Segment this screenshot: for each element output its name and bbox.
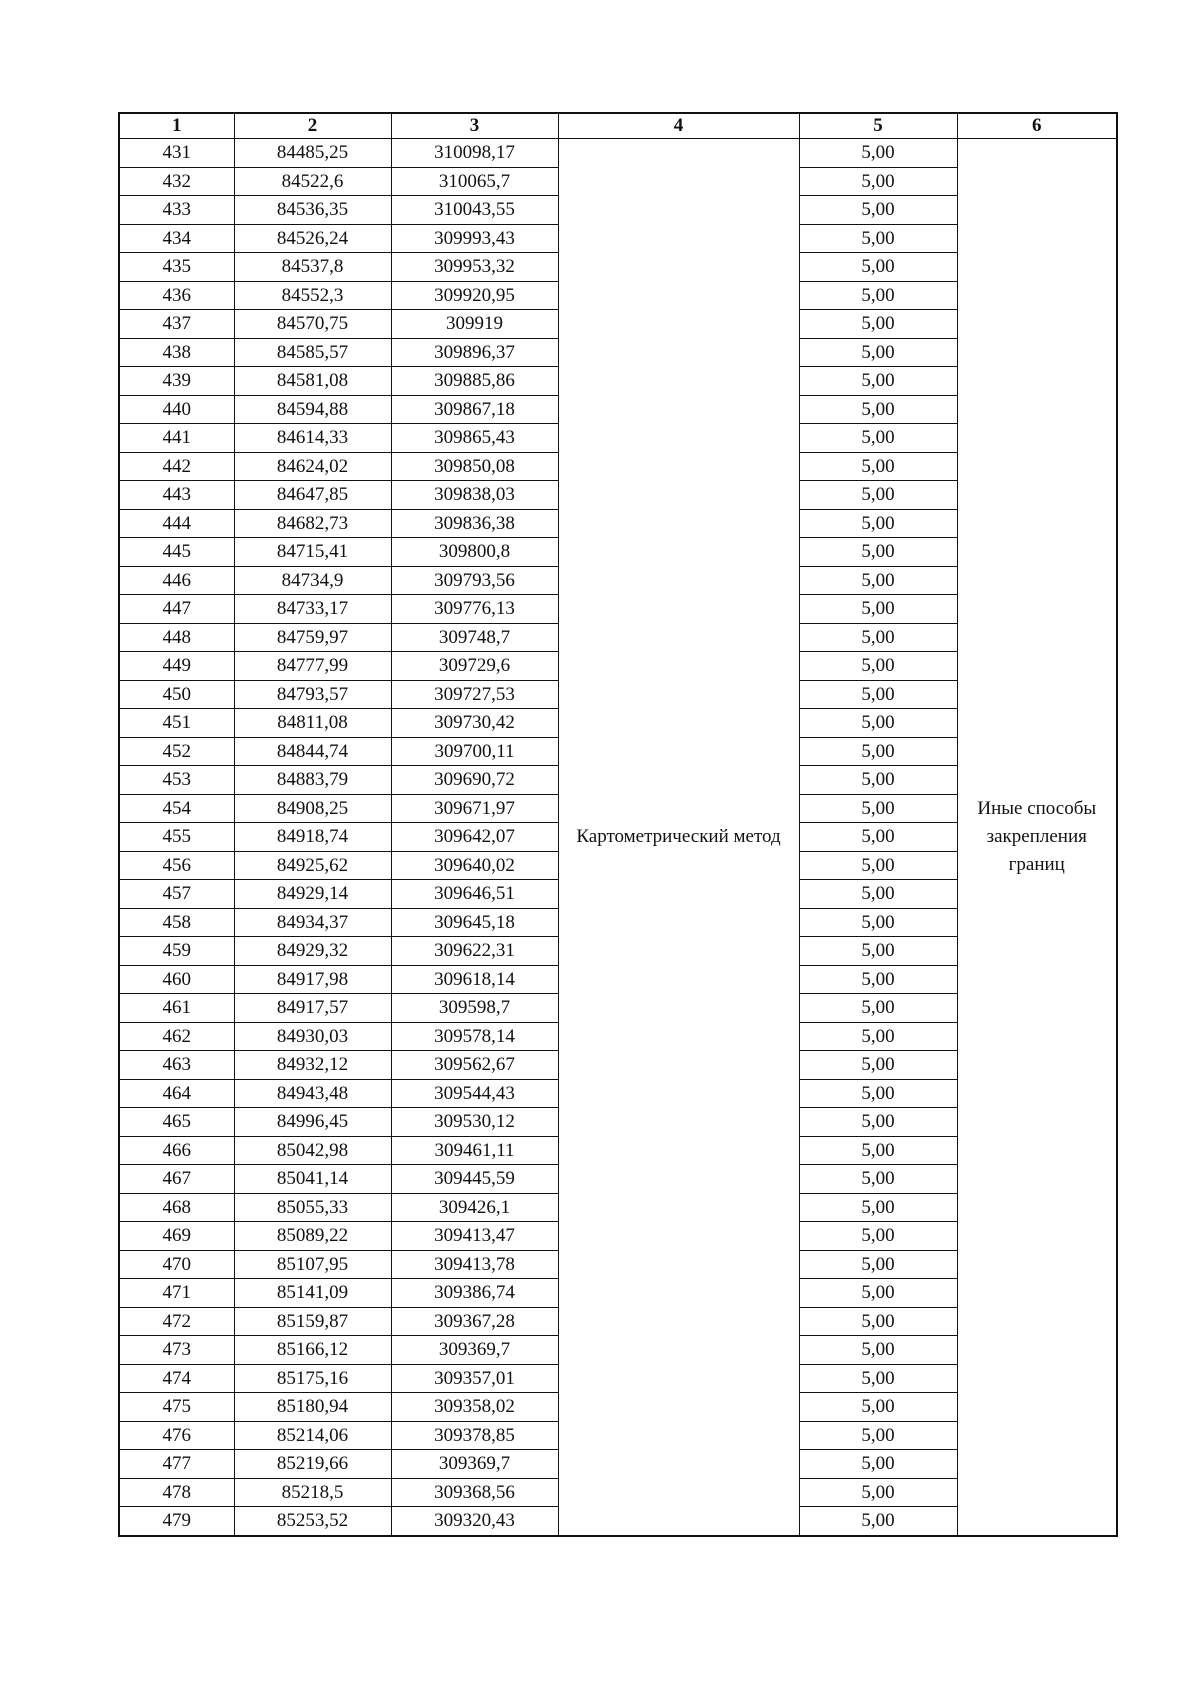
point-number-cell: 468 — [119, 1193, 234, 1222]
y-coordinate-cell: 309640,02 — [391, 851, 558, 880]
point-number-cell: 438 — [119, 338, 234, 367]
y-coordinate-cell: 309598,7 — [391, 994, 558, 1023]
point-number-cell: 463 — [119, 1051, 234, 1080]
point-number-cell: 473 — [119, 1336, 234, 1365]
accuracy-cell: 5,00 — [799, 766, 957, 795]
y-coordinate-cell: 309562,67 — [391, 1051, 558, 1080]
y-coordinate-cell: 309357,01 — [391, 1364, 558, 1393]
table-row — [119, 139, 1117, 168]
point-number-cell: 448 — [119, 623, 234, 652]
y-coordinate-cell: 309896,37 — [391, 338, 558, 367]
x-coordinate-cell: 84715,41 — [234, 538, 391, 567]
point-number-cell: 442 — [119, 452, 234, 481]
accuracy-cell: 5,00 — [799, 1022, 957, 1051]
x-coordinate-cell: 84925,62 — [234, 851, 391, 880]
x-coordinate-cell: 84647,85 — [234, 481, 391, 510]
accuracy-cell: 5,00 — [799, 452, 957, 481]
point-number-cell: 462 — [119, 1022, 234, 1051]
y-coordinate-cell: 309544,43 — [391, 1079, 558, 1108]
accuracy-cell: 5,00 — [799, 1364, 957, 1393]
y-coordinate-cell: 309793,56 — [391, 566, 558, 595]
x-coordinate-cell: 84526,24 — [234, 224, 391, 253]
accuracy-cell: 5,00 — [799, 994, 957, 1023]
point-number-cell: 447 — [119, 595, 234, 624]
accuracy-cell: 5,00 — [799, 851, 957, 880]
y-coordinate-cell: 309622,31 — [391, 937, 558, 966]
x-coordinate-cell: 84943,48 — [234, 1079, 391, 1108]
column-header-6: 6 — [957, 113, 1117, 139]
point-number-cell: 479 — [119, 1507, 234, 1536]
point-number-cell: 470 — [119, 1250, 234, 1279]
x-coordinate-cell: 85055,33 — [234, 1193, 391, 1222]
accuracy-cell: 5,00 — [799, 566, 957, 595]
accuracy-cell: 5,00 — [799, 737, 957, 766]
point-number-cell: 469 — [119, 1222, 234, 1251]
header-row — [119, 113, 1117, 139]
x-coordinate-cell: 84594,88 — [234, 395, 391, 424]
y-coordinate-cell: 309867,18 — [391, 395, 558, 424]
point-number-cell: 454 — [119, 794, 234, 823]
point-number-cell: 471 — [119, 1279, 234, 1308]
y-coordinate-cell: 309727,53 — [391, 680, 558, 709]
accuracy-cell: 5,00 — [799, 1507, 957, 1536]
accuracy-cell: 5,00 — [799, 1250, 957, 1279]
y-coordinate-cell: 309426,1 — [391, 1193, 558, 1222]
accuracy-cell: 5,00 — [799, 395, 957, 424]
x-coordinate-cell: 85180,94 — [234, 1393, 391, 1422]
point-number-cell: 439 — [119, 367, 234, 396]
accuracy-cell: 5,00 — [799, 1307, 957, 1336]
accuracy-cell: 5,00 — [799, 338, 957, 367]
accuracy-cell: 5,00 — [799, 794, 957, 823]
x-coordinate-cell: 84929,14 — [234, 880, 391, 909]
y-coordinate-cell: 309953,32 — [391, 253, 558, 282]
x-coordinate-cell: 85218,5 — [234, 1478, 391, 1507]
y-coordinate-cell: 309367,28 — [391, 1307, 558, 1336]
point-number-cell: 440 — [119, 395, 234, 424]
accuracy-cell: 5,00 — [799, 823, 957, 852]
x-coordinate-cell: 84934,37 — [234, 908, 391, 937]
column-header-5: 5 — [799, 113, 957, 139]
point-number-cell: 443 — [119, 481, 234, 510]
x-coordinate-cell: 84733,17 — [234, 595, 391, 624]
accuracy-cell: 5,00 — [799, 1165, 957, 1194]
accuracy-cell: 5,00 — [799, 595, 957, 624]
accuracy-cell: 5,00 — [799, 481, 957, 510]
y-coordinate-cell: 309413,78 — [391, 1250, 558, 1279]
y-coordinate-cell: 309838,03 — [391, 481, 558, 510]
point-number-cell: 475 — [119, 1393, 234, 1422]
accuracy-cell: 5,00 — [799, 937, 957, 966]
x-coordinate-cell: 84929,32 — [234, 937, 391, 966]
point-number-cell: 434 — [119, 224, 234, 253]
y-coordinate-cell: 309885,86 — [391, 367, 558, 396]
point-number-cell: 444 — [119, 509, 234, 538]
point-number-cell: 456 — [119, 851, 234, 880]
point-number-cell: 478 — [119, 1478, 234, 1507]
point-number-cell: 455 — [119, 823, 234, 852]
x-coordinate-cell: 84485,25 — [234, 139, 391, 168]
point-number-cell: 433 — [119, 196, 234, 225]
y-coordinate-cell: 309850,08 — [391, 452, 558, 481]
x-coordinate-cell: 85141,09 — [234, 1279, 391, 1308]
point-number-cell: 435 — [119, 253, 234, 282]
accuracy-cell: 5,00 — [799, 1450, 957, 1479]
point-number-cell: 450 — [119, 680, 234, 709]
accuracy-cell: 5,00 — [799, 1421, 957, 1450]
accuracy-cell: 5,00 — [799, 1222, 957, 1251]
method-cell: Картометрический метод — [558, 139, 799, 1536]
x-coordinate-cell: 84552,3 — [234, 281, 391, 310]
point-number-cell: 452 — [119, 737, 234, 766]
point-number-cell: 431 — [119, 139, 234, 168]
y-coordinate-cell: 309386,74 — [391, 1279, 558, 1308]
x-coordinate-cell: 84759,97 — [234, 623, 391, 652]
accuracy-cell: 5,00 — [799, 538, 957, 567]
x-coordinate-cell: 84614,33 — [234, 424, 391, 453]
y-coordinate-cell: 309642,07 — [391, 823, 558, 852]
point-number-cell: 472 — [119, 1307, 234, 1336]
accuracy-cell: 5,00 — [799, 367, 957, 396]
x-coordinate-cell: 84522,6 — [234, 167, 391, 196]
x-coordinate-cell: 84883,79 — [234, 766, 391, 795]
y-coordinate-cell: 309618,14 — [391, 965, 558, 994]
point-number-cell: 441 — [119, 424, 234, 453]
fixation-cell: Иные способы закрепления границ — [957, 139, 1117, 1536]
point-number-cell: 445 — [119, 538, 234, 567]
accuracy-cell: 5,00 — [799, 1136, 957, 1165]
x-coordinate-cell: 84537,8 — [234, 253, 391, 282]
accuracy-cell: 5,00 — [799, 310, 957, 339]
x-coordinate-cell: 84734,9 — [234, 566, 391, 595]
y-coordinate-cell: 310098,17 — [391, 139, 558, 168]
accuracy-cell: 5,00 — [799, 623, 957, 652]
accuracy-cell: 5,00 — [799, 1108, 957, 1137]
point-number-cell: 436 — [119, 281, 234, 310]
boundary-points-table — [118, 112, 1118, 1537]
y-coordinate-cell: 309748,7 — [391, 623, 558, 652]
accuracy-cell: 5,00 — [799, 880, 957, 909]
y-coordinate-cell: 309461,11 — [391, 1136, 558, 1165]
point-number-cell: 446 — [119, 566, 234, 595]
x-coordinate-cell: 84581,08 — [234, 367, 391, 396]
y-coordinate-cell: 310043,55 — [391, 196, 558, 225]
y-coordinate-cell: 309800,8 — [391, 538, 558, 567]
x-coordinate-cell: 84996,45 — [234, 1108, 391, 1137]
accuracy-cell: 5,00 — [799, 908, 957, 937]
column-header-3: 3 — [391, 113, 558, 139]
point-number-cell: 451 — [119, 709, 234, 738]
accuracy-cell: 5,00 — [799, 196, 957, 225]
x-coordinate-cell: 85159,87 — [234, 1307, 391, 1336]
x-coordinate-cell: 84918,74 — [234, 823, 391, 852]
point-number-cell: 466 — [119, 1136, 234, 1165]
point-number-cell: 458 — [119, 908, 234, 937]
accuracy-cell: 5,00 — [799, 680, 957, 709]
x-coordinate-cell: 84844,74 — [234, 737, 391, 766]
x-coordinate-cell: 85219,66 — [234, 1450, 391, 1479]
x-coordinate-cell: 84536,35 — [234, 196, 391, 225]
y-coordinate-cell: 309645,18 — [391, 908, 558, 937]
accuracy-cell: 5,00 — [799, 652, 957, 681]
point-number-cell: 461 — [119, 994, 234, 1023]
x-coordinate-cell: 85214,06 — [234, 1421, 391, 1450]
point-number-cell: 449 — [119, 652, 234, 681]
y-coordinate-cell: 309671,97 — [391, 794, 558, 823]
y-coordinate-cell: 309413,47 — [391, 1222, 558, 1251]
y-coordinate-cell: 309700,11 — [391, 737, 558, 766]
x-coordinate-cell: 85089,22 — [234, 1222, 391, 1251]
y-coordinate-cell: 309919 — [391, 310, 558, 339]
accuracy-cell: 5,00 — [799, 253, 957, 282]
point-number-cell: 457 — [119, 880, 234, 909]
point-number-cell: 432 — [119, 167, 234, 196]
y-coordinate-cell: 309369,7 — [391, 1450, 558, 1479]
y-coordinate-cell: 309646,51 — [391, 880, 558, 909]
accuracy-cell: 5,00 — [799, 139, 957, 168]
x-coordinate-cell: 84624,02 — [234, 452, 391, 481]
x-coordinate-cell: 84908,25 — [234, 794, 391, 823]
x-coordinate-cell: 85175,16 — [234, 1364, 391, 1393]
x-coordinate-cell: 85107,95 — [234, 1250, 391, 1279]
accuracy-cell: 5,00 — [799, 224, 957, 253]
accuracy-cell: 5,00 — [799, 1336, 957, 1365]
y-coordinate-cell: 309320,43 — [391, 1507, 558, 1536]
x-coordinate-cell: 84930,03 — [234, 1022, 391, 1051]
accuracy-cell: 5,00 — [799, 1478, 957, 1507]
point-number-cell: 467 — [119, 1165, 234, 1194]
x-coordinate-cell: 85042,98 — [234, 1136, 391, 1165]
y-coordinate-cell: 309729,6 — [391, 652, 558, 681]
x-coordinate-cell: 84917,98 — [234, 965, 391, 994]
x-coordinate-cell: 84682,73 — [234, 509, 391, 538]
y-coordinate-cell: 309378,85 — [391, 1421, 558, 1450]
table-body — [119, 139, 1117, 1536]
x-coordinate-cell: 84570,75 — [234, 310, 391, 339]
accuracy-cell: 5,00 — [799, 1051, 957, 1080]
x-coordinate-cell: 84932,12 — [234, 1051, 391, 1080]
point-number-cell: 459 — [119, 937, 234, 966]
y-coordinate-cell: 309993,43 — [391, 224, 558, 253]
accuracy-cell: 5,00 — [799, 167, 957, 196]
x-coordinate-cell: 84793,57 — [234, 680, 391, 709]
x-coordinate-cell: 84777,99 — [234, 652, 391, 681]
y-coordinate-cell: 309530,12 — [391, 1108, 558, 1137]
y-coordinate-cell: 309690,72 — [391, 766, 558, 795]
y-coordinate-cell: 309776,13 — [391, 595, 558, 624]
point-number-cell: 453 — [119, 766, 234, 795]
accuracy-cell: 5,00 — [799, 281, 957, 310]
x-coordinate-cell: 84585,57 — [234, 338, 391, 367]
column-header-2: 2 — [234, 113, 391, 139]
x-coordinate-cell: 85253,52 — [234, 1507, 391, 1536]
point-number-cell: 477 — [119, 1450, 234, 1479]
x-coordinate-cell: 84811,08 — [234, 709, 391, 738]
accuracy-cell: 5,00 — [799, 1393, 957, 1422]
y-coordinate-cell: 309836,38 — [391, 509, 558, 538]
point-number-cell: 465 — [119, 1108, 234, 1137]
y-coordinate-cell: 309445,59 — [391, 1165, 558, 1194]
y-coordinate-cell: 309358,02 — [391, 1393, 558, 1422]
accuracy-cell: 5,00 — [799, 1079, 957, 1108]
accuracy-cell: 5,00 — [799, 965, 957, 994]
y-coordinate-cell: 309369,7 — [391, 1336, 558, 1365]
accuracy-cell: 5,00 — [799, 709, 957, 738]
point-number-cell: 464 — [119, 1079, 234, 1108]
column-header-1: 1 — [119, 113, 234, 139]
point-number-cell: 474 — [119, 1364, 234, 1393]
y-coordinate-cell: 309865,43 — [391, 424, 558, 453]
column-header-4: 4 — [558, 113, 799, 139]
x-coordinate-cell: 84917,57 — [234, 994, 391, 1023]
x-coordinate-cell: 85166,12 — [234, 1336, 391, 1365]
y-coordinate-cell: 309920,95 — [391, 281, 558, 310]
y-coordinate-cell: 309368,56 — [391, 1478, 558, 1507]
accuracy-cell: 5,00 — [799, 1279, 957, 1308]
accuracy-cell: 5,00 — [799, 1193, 957, 1222]
point-number-cell: 460 — [119, 965, 234, 994]
point-number-cell: 476 — [119, 1421, 234, 1450]
point-number-cell: 437 — [119, 310, 234, 339]
y-coordinate-cell: 310065,7 — [391, 167, 558, 196]
accuracy-cell: 5,00 — [799, 424, 957, 453]
y-coordinate-cell: 309730,42 — [391, 709, 558, 738]
y-coordinate-cell: 309578,14 — [391, 1022, 558, 1051]
x-coordinate-cell: 85041,14 — [234, 1165, 391, 1194]
accuracy-cell: 5,00 — [799, 509, 957, 538]
